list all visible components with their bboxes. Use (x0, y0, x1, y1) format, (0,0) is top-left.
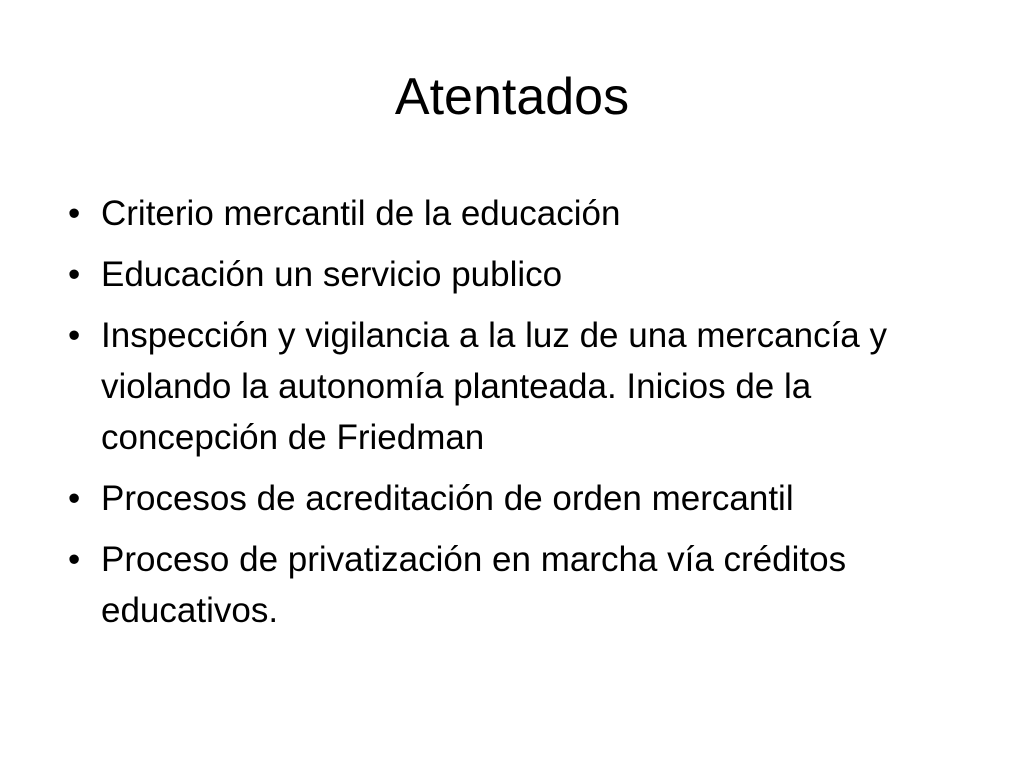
bullet-text: Procesos de acreditación de orden mercantil (101, 479, 794, 518)
bullet-marker: • (68, 540, 81, 579)
bullet-list (68, 188, 968, 646)
bullet-item-3 (68, 310, 968, 463)
slide-title: Atentados (394, 68, 630, 126)
bullet-text: Criterio mercantil de la educación (101, 194, 621, 233)
bullet-text: Inspección y vigilancia a la luz de una mercancía y violando la autonomía planteada. Inicios de la concepción de Friedman (101, 316, 887, 457)
bullet-text: Proceso de privatización en marcha vía créditos educativos. (101, 540, 847, 630)
bullet-text: Educación un servicio publico (101, 255, 563, 294)
bullet-item-5 (68, 534, 968, 636)
bullet-marker: • (68, 479, 81, 518)
bullet-item-2 (68, 249, 968, 300)
bullet-marker: • (68, 194, 81, 233)
bullet-marker: • (68, 316, 81, 355)
bullet-item-4 (68, 473, 968, 524)
bullet-item-1 (68, 188, 968, 239)
bullet-marker: • (68, 255, 81, 294)
